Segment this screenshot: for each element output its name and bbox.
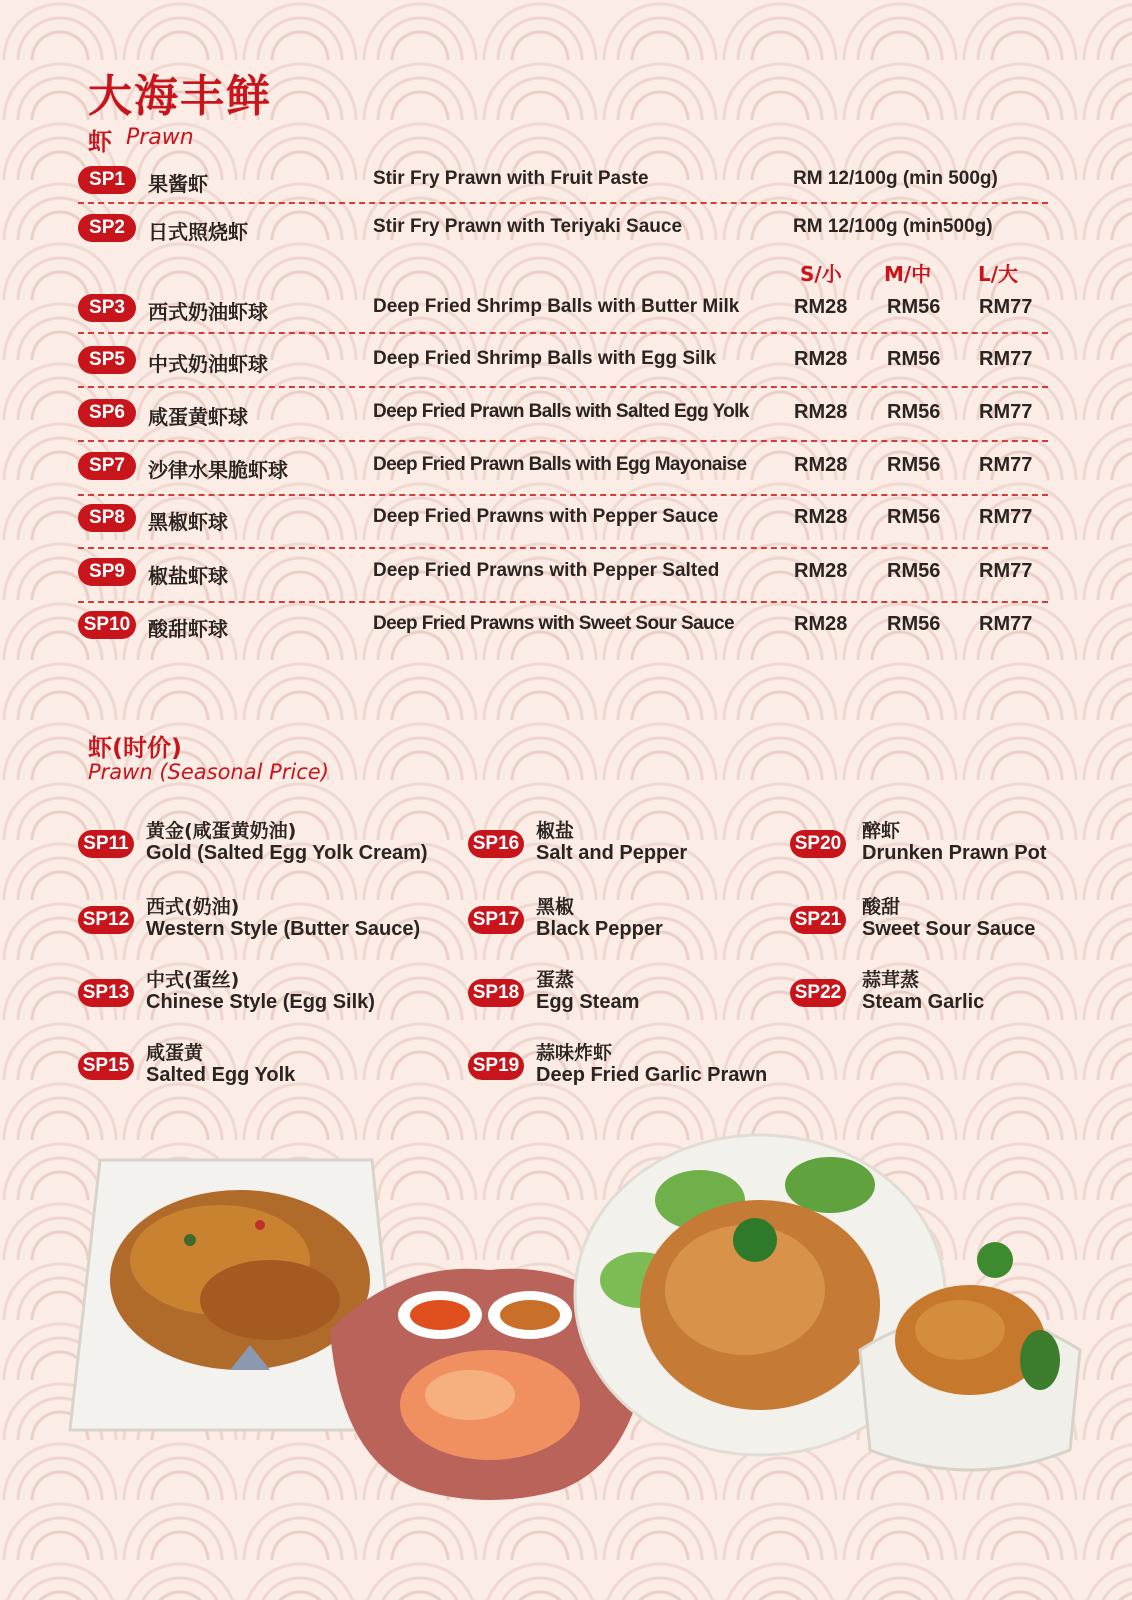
item-code-badge: SP17 xyxy=(468,906,524,934)
item-name-cn: 果酱虾 xyxy=(148,172,208,196)
menu-row[interactable] xyxy=(78,498,1048,538)
menu-row[interactable] xyxy=(78,552,1048,592)
item-code-badge: SP18 xyxy=(468,979,524,1007)
price-medium: RM56 xyxy=(887,454,941,476)
item-name-en: Deep Fried Prawn Balls with Egg Mayonaise xyxy=(373,454,747,475)
price-small: RM28 xyxy=(794,296,848,318)
food-photos xyxy=(0,1130,1132,1570)
item-name-en: Salt and Pepper xyxy=(536,842,688,864)
item-name-cn: 中式(蛋丝) xyxy=(146,969,240,991)
item-name-en: Deep Fried Prawn Balls with Salted Egg Yolk xyxy=(373,401,749,422)
seasonal-title-cn: 虾(时价) xyxy=(88,734,182,762)
item-code-badge: SP15 xyxy=(78,1052,134,1080)
item-name-cn: 日式照烧虾 xyxy=(148,220,248,244)
item-name-en: Salted Egg Yolk xyxy=(146,1064,296,1086)
item-code-badge: SP3 xyxy=(78,294,136,322)
item-name-cn: 酸甜虾球 xyxy=(148,617,228,641)
seasonal-item[interactable] xyxy=(78,816,458,872)
price-large: RM77 xyxy=(979,560,1033,582)
price-small: RM28 xyxy=(794,560,848,582)
price-large: RM77 xyxy=(979,613,1033,635)
item-name-en: Deep Fried Shrimp Balls with Butter Milk xyxy=(373,296,740,317)
item-name-cn: 黄金(咸蛋黄奶油) xyxy=(146,820,297,842)
row-divider xyxy=(78,332,1048,334)
menu-row[interactable] xyxy=(78,340,1048,380)
item-name-cn: 蒜茸蒸 xyxy=(862,969,920,991)
item-name-cn: 中式奶油虾球 xyxy=(148,352,268,376)
section-title-en: Prawn xyxy=(126,125,194,150)
price-large: RM77 xyxy=(979,296,1033,318)
seasonal-title-en: Prawn (Seasonal Price) xyxy=(88,760,329,784)
item-name-en: Deep Fried Prawns with Pepper Sauce xyxy=(373,506,719,527)
item-code-badge: SP6 xyxy=(78,399,136,427)
item-code-badge: SP10 xyxy=(78,611,136,639)
price-medium: RM56 xyxy=(887,613,941,635)
item-code-badge: SP22 xyxy=(790,979,846,1007)
item-code-badge: SP9 xyxy=(78,558,136,586)
price-medium: RM56 xyxy=(887,348,941,370)
menu-row[interactable] xyxy=(78,208,1048,248)
item-name-cn: 沙律水果脆虾球 xyxy=(148,458,288,482)
seasonal-item[interactable] xyxy=(468,965,768,1021)
row-divider xyxy=(78,494,1048,496)
row-divider xyxy=(78,202,1048,204)
item-name-cn: 蒜味炸虾 xyxy=(536,1042,613,1064)
item-name-cn: 黑椒虾球 xyxy=(148,510,228,534)
section-title-cn: 虾 xyxy=(88,128,112,156)
price-medium: RM56 xyxy=(887,560,941,582)
size-header-medium: M/中 xyxy=(884,262,932,286)
item-name-cn: 西式(奶油) xyxy=(146,896,240,918)
menu-row[interactable] xyxy=(78,446,1048,486)
price-small: RM28 xyxy=(794,506,848,528)
row-divider xyxy=(78,386,1048,388)
price-large: RM77 xyxy=(979,454,1033,476)
item-code-badge: SP1 xyxy=(78,166,136,194)
menu-row[interactable] xyxy=(78,393,1048,433)
price-large: RM77 xyxy=(979,506,1033,528)
row-divider xyxy=(78,547,1048,549)
item-name-en: Drunken Prawn Pot xyxy=(862,842,1047,864)
seasonal-item[interactable] xyxy=(468,816,768,872)
item-price: RM 12/100g (min 500g) xyxy=(793,168,998,189)
row-divider xyxy=(78,601,1048,603)
item-name-en: Western Style (Butter Sauce) xyxy=(146,918,421,940)
price-large: RM77 xyxy=(979,348,1033,370)
item-name-cn: 蛋蒸 xyxy=(536,969,575,991)
price-large: RM77 xyxy=(979,401,1033,423)
item-name-en: Steam Garlic xyxy=(862,991,985,1013)
item-name-en: Deep Fried Prawns with Pepper Salted xyxy=(373,560,720,581)
seasonal-item[interactable] xyxy=(790,892,1070,948)
page-title: 大海丰鲜 xyxy=(88,71,272,122)
menu-row[interactable] xyxy=(78,160,1048,200)
item-name-cn: 椒盐虾球 xyxy=(148,564,228,588)
item-price: RM 12/100g (min500g) xyxy=(793,216,993,237)
size-header-small: S/小 xyxy=(800,262,842,286)
price-small: RM28 xyxy=(794,613,848,635)
item-name-cn: 黑椒 xyxy=(536,896,575,918)
row-divider xyxy=(78,440,1048,442)
seasonal-item[interactable] xyxy=(78,892,458,948)
size-header-large: L/大 xyxy=(978,262,1019,286)
item-name-en: Deep Fried Garlic Prawn xyxy=(536,1064,768,1086)
seasonal-item[interactable] xyxy=(468,1038,788,1094)
item-name-cn: 西式奶油虾球 xyxy=(148,300,268,324)
item-name-cn: 咸蛋黄虾球 xyxy=(148,405,248,429)
item-name-en: Deep Fried Shrimp Balls with Egg Silk xyxy=(373,348,717,369)
item-code-badge: SP20 xyxy=(790,830,846,858)
seasonal-item[interactable] xyxy=(78,965,458,1021)
item-code-badge: SP7 xyxy=(78,452,136,480)
seasonal-item[interactable] xyxy=(468,892,768,948)
item-name-en: Sweet Sour Sauce xyxy=(862,918,1036,940)
menu-row[interactable] xyxy=(78,288,1048,328)
item-name-en: Stir Fry Prawn with Teriyaki Sauce xyxy=(373,216,683,237)
item-code-badge: SP11 xyxy=(78,830,134,858)
price-medium: RM56 xyxy=(887,296,941,318)
seasonal-item[interactable] xyxy=(790,965,1070,1021)
price-medium: RM56 xyxy=(887,401,941,423)
item-code-badge: SP13 xyxy=(78,979,134,1007)
price-small: RM28 xyxy=(794,401,848,423)
item-code-badge: SP16 xyxy=(468,830,524,858)
item-name-cn: 酸甜 xyxy=(862,896,901,918)
item-code-badge: SP21 xyxy=(790,906,846,934)
price-medium: RM56 xyxy=(887,506,941,528)
item-name-cn: 椒盐 xyxy=(536,820,575,842)
item-name-cn: 咸蛋黄 xyxy=(146,1042,204,1064)
item-name-en: Black Pepper xyxy=(536,918,663,940)
seasonal-item[interactable] xyxy=(790,816,1070,872)
menu-row[interactable] xyxy=(78,605,1048,645)
item-code-badge: SP8 xyxy=(78,504,136,532)
price-small: RM28 xyxy=(794,454,848,476)
item-name-en: Gold (Salted Egg Yolk Cream) xyxy=(146,842,428,864)
item-name-cn: 醉虾 xyxy=(862,820,901,842)
seasonal-item[interactable] xyxy=(78,1038,458,1094)
item-code-badge: SP12 xyxy=(78,906,134,934)
item-name-en: Egg Steam xyxy=(536,991,640,1013)
item-name-en: Chinese Style (Egg Silk) xyxy=(146,991,375,1013)
item-code-badge: SP19 xyxy=(468,1052,524,1080)
price-small: RM28 xyxy=(794,348,848,370)
item-code-badge: SP2 xyxy=(78,214,136,242)
item-name-en: Deep Fried Prawns with Sweet Sour Sauce xyxy=(373,613,734,634)
item-name-en: Stir Fry Prawn with Fruit Paste xyxy=(373,168,649,189)
item-code-badge: SP5 xyxy=(78,346,136,374)
